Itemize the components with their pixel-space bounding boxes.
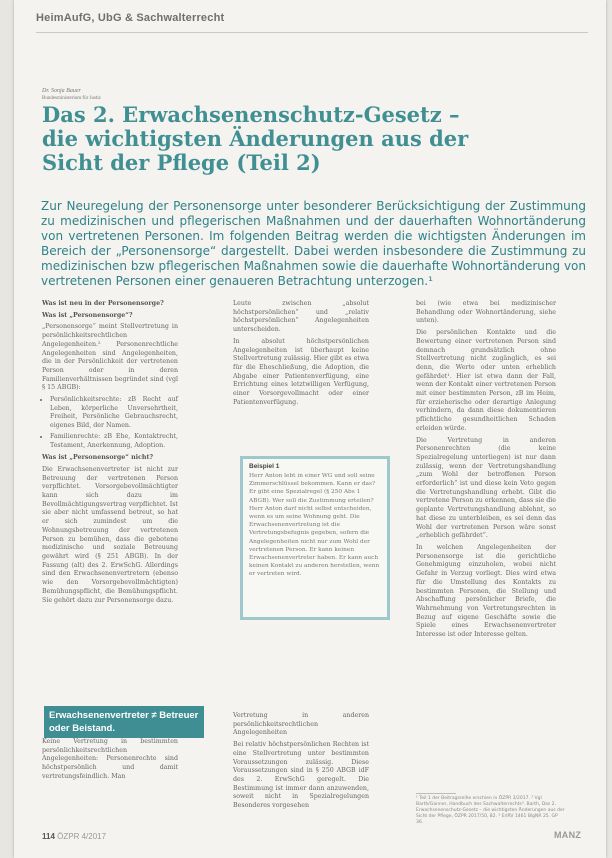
question-heading: Was ist neu in der Personensorge?	[42, 300, 164, 307]
list-item: • Familienrechte: zB Ehe, Kontaktrecht, Testament, Anerkennung, Adoption.	[50, 433, 178, 450]
author-block	[42, 88, 101, 102]
body-paragraph: In absolut höchstpersönlichen Angelegenheiten ist überhaupt keine Stellvertretung zulässig. Hier gibt es etwa für die Eheschließung, die Adoption, die Abgabe einer Patientenverfügung, eine Errichtung eines letztwilligen Verfügung, einer Vorsorgevollmacht oder einer Patientenverfügung.	[233, 337, 369, 406]
column-1-bottom	[42, 738, 178, 785]
header-rule	[36, 32, 588, 33]
column-2	[233, 300, 369, 410]
publisher-logo: MANZ	[554, 830, 582, 840]
body-paragraph: Die Vertretung in anderen Personenrechten (die keine Spezialregelung unterliegen) ist nur dann zulässig, wenn der Vertretungshandlung „zum Wohl der betroffenen Person erforderlich“ ist und diese kein Veto gegen die Vertretungshandlung erhebt. Gibt die vertretene Person zu erkennen, dass sie die geplante Vertretungshandlung ablehnt, so hat diese zu unterbleiben, es sei denn das Wohl der vertretenen Person wäre sonst „erheblich gefährdet“.	[416, 436, 556, 540]
column-3	[416, 300, 556, 643]
running-head: HeimAufG, UbG & Sachwalterrecht	[36, 12, 225, 24]
body-paragraph: Keine Vertretung in bestimmten persönlichkeitsrechtlichen Angelegenheiten: Personenrechte sind höchstpersönlich und damit vertretungsfeindlich. Man	[42, 738, 178, 780]
body-paragraph: In welchen Angelegenheiten der Personensorge ist die gerichtliche Genehmigung einzuholen, wobei nicht Gefahr in Verzug vorliegt. Dies wird etwa für die Umstellung des Kontakts zu bestimmten Personen, die Stellung und Abschaffung persönlicher Briefe, die Wahrnehmung von Vertretungsrechten in Bezug auf eigene Geschäfte sowie die Spiele eines Erwachsenenvertreter Interesse ist oder Interesse gelten.	[416, 543, 556, 639]
bullet-list	[42, 396, 178, 450]
page-number: 114	[42, 832, 55, 841]
question-heading: Was ist „Personensorge“?	[42, 311, 133, 319]
footnote-rule	[416, 793, 456, 794]
author-name: Dr. Sonja Bauer	[42, 88, 81, 94]
footnotes: ¹ Teil 1 der Beitragsreihe erschien in ÖZPR 3/2017. ² Vgl Barth/Ganner, Handbuch des Sachwalterrechts³. Barth, Das 2. Erwachsenenschutz-Gesetz – die wichtigsten Änderungen aus der Sicht der Pflege, ÖZPR 2017/50, 82. ³ ErlRV 1461 BlgNR 25. GP 36.	[416, 796, 565, 825]
column-2-bottom	[233, 712, 369, 814]
callout-box: Erwachsenenvertreter ≠ Betreuer oder Beistand.	[44, 706, 204, 738]
body-paragraph: Bei relativ höchstpersönlichen Rechten ist eine Stellvertretung unter bestimmten Voraussetzungen zulässig. Diese Voraussetzungen sind in § 250 ABGB idF des 2. ErwSchG geregelt. Die Bestimmung ist immer dann anzuwenden, soweit nicht in Spezialregelungen Besonderes vorgesehen	[233, 741, 369, 810]
page	[14, 0, 606, 858]
list-item: • Persönlichkeitsrechte: zB Recht auf Leben, körperliche Unversehrtheit, Freiheit, Persönliche Gebrauchsrecht, eigenes Bild, der Namen.	[50, 396, 178, 431]
author-affiliation: Bundesministerium für Justiz	[42, 96, 101, 101]
body-paragraph: Die Erwachsenenvertreter ist nicht zur Betreuung der vertretenen Person verpflichtet. Vorsorgebevollmächtigter kann sich dazu im Bevollmächtigungsvertrag verpflichtet. Ist sie aber nicht umfassend betreut, so hat er sich zumindest um die Wohnungsbetreuung der vertretenen Person zu bemühen, dass die gebotene medizinische und soziale Betreuung gewährt wird (§ 251 ABGB). In der Fassung (alt) des 2. ErwSchG. Allerdings sind den Erwachsenenvertretern (ebenso wie den Vorsorgebevollmächtigten) Bemühungspflicht, die Bemühungspflicht. Sie gehört dazu zur Personensorge dazu.	[42, 465, 178, 604]
lead-paragraph: Zur Neuregelung der Personensorge unter besonderer Berücksichtigung der Zustimmung zu medizinischen und pflegerischen Maßnahmen und der dauerhaften Wohnortänderung von vertretenen Personen. Im folgenden Beitrag werden die wichtigsten Änderungen im Bereich der „Personensorge“ dargestellt. Dabei werden insbesondere die Zustimmung zu medizinischen bzw pflegerischen Maßnahmen sowie die dauerhafte Wohnortänderung von vertretenen Personen einer genaueren Betrachtung unterzogen.¹	[41, 199, 586, 288]
column-1	[42, 300, 178, 608]
page-folio	[42, 832, 106, 841]
magazine-issue: ÖZPR 4/2017	[57, 832, 107, 841]
body-paragraph: Leute zwischen „absolut höchstpersönlichen“ und „relativ höchstpersönlichen“ Angelegenheiten unterscheiden.	[233, 300, 369, 334]
body-paragraph: Die persönlichen Kontakte und die Bewertung einer vertretenen Person sind demnach grundsätzlich ohne Stellvertretung nicht zugänglich, es sei denn, die Werte oder unten erheblich gefährdet¹. Hier ist etwa dann der Fall, wenn der Kontakt einer vertretenen Person mit einer bestimmten Person, zB im Heim, für erzieherische oder derartige Anlegung verhindern, da dann diese dokumentieren pflichtliche gesundheitlichen Schaden erleiden würde.	[416, 329, 556, 432]
article-title: Das 2. Erwachsenenschutz-Gesetz – die wichtigsten Änderungen aus der Sicht der Pflege (Teil 2)	[42, 102, 469, 175]
body-paragraph: bei (wie etwa bei medizinischer Behandlung oder Wohnortänderung, siehe unten).	[416, 300, 556, 325]
example-box-text: Herr Anton lebt in einer WG und soll seine Zimmerschlüssel bekommen. Kann er das? Er gibt eine Spezialregel (§ 250 Abs 1 ABGB). Wer soll die Zustimmung erteilen? Herr Anton darf nicht selbst entscheiden, wenn es um seine Wohnung geht. Die Erwachsenenvertretung ist die Vertretungsbefugnis gegeben, sofern die Angelegenheiten nicht nur zum Wohl der vertretenen Person. Er kann keinen Erwachsenenvertreter haben. Er kann auch keinen Kontakt zu anderen herstellen, wenn er vertreten wird.	[249, 473, 380, 578]
question-heading: Was ist „Personensorge“ nicht?	[42, 454, 154, 462]
example-box	[240, 456, 390, 620]
example-box-title: Beispiel 1	[249, 463, 280, 470]
body-paragraph: „Personensorge“ meint Stellvertretung in persönlichkeitsrechtlichen Angelegenheiten.² Personenrechtliche Angelegenheiten sind Angelegenheiten, die in der Persönlichkeit der vertretenen Person oder in deren Familienverhältnissen begründet sind (vgl § 15 ABGB):	[42, 323, 178, 392]
body-paragraph: Vertretung in anderen persönlichkeitsrechtlichen Angelegenheiten	[233, 712, 369, 737]
